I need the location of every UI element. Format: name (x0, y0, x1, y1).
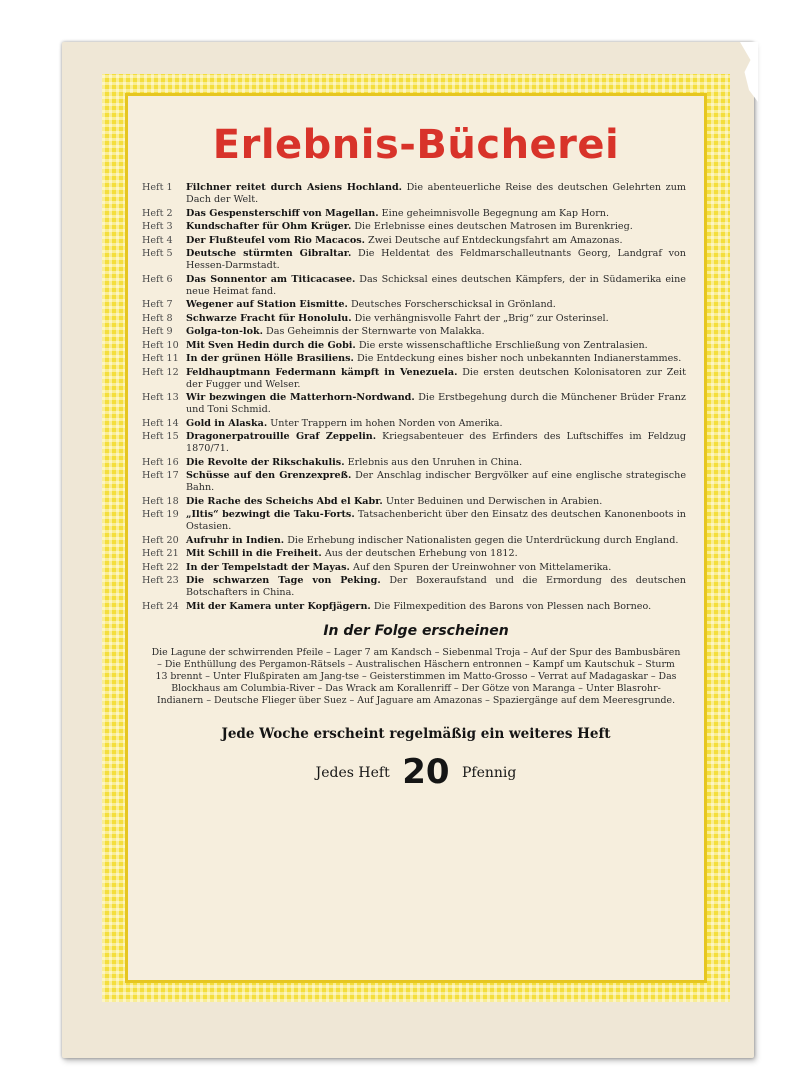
entry-number: Heft 20 (142, 534, 179, 546)
entry-number: Heft 22 (142, 561, 179, 573)
entry-text (186, 299, 686, 311)
series-entry (142, 182, 686, 206)
entry-description: Unter Trappern im hohen Norden von Amerika. (270, 417, 503, 429)
entry-text (186, 340, 686, 352)
entry-number: Heft 16 (142, 456, 179, 468)
series-entry (142, 340, 686, 352)
entry-description: Unter Beduinen und Derwischen in Arabien. (385, 495, 603, 507)
series-entry (142, 535, 686, 547)
entry-text (186, 601, 686, 613)
entry-text (186, 509, 686, 533)
series-entry (142, 367, 686, 391)
entry-text (186, 470, 686, 494)
entry-text (186, 235, 686, 247)
entry-description: Erlebnis aus den Unruhen in China. (347, 456, 523, 468)
entry-description: Kriegsabenteuer des Erfinders des Luftschiffes im Feldzug 1870/71. (186, 431, 686, 454)
series-entry (142, 274, 686, 298)
entry-text (186, 535, 686, 547)
series-entry (142, 221, 686, 233)
entry-text (186, 208, 686, 220)
series-entry (142, 392, 686, 416)
entry-description: Das Schicksal eines deutschen Kämpfers, der in Südamerika eine neue Heimat fand. (186, 273, 686, 297)
series-entry (142, 353, 686, 365)
entry-title: In der Tempelstadt der Mayas. (186, 561, 350, 573)
entry-title: Gold in Alaska. (186, 417, 268, 429)
series-entry (142, 457, 686, 469)
entry-description: Aus der deutschen Erhebung von 1812. (324, 548, 518, 559)
series-entry (142, 235, 686, 247)
series-entry (142, 562, 686, 574)
upcoming-heading: In der Folge erscheinen (323, 622, 509, 639)
entry-description: Die ersten deutschen Kolonisatoren zur Zeit der Fugger und Welser. (186, 366, 686, 390)
price-amount: 20 (402, 751, 450, 792)
series-entry (142, 299, 686, 311)
entry-description: Tatsachenbericht über den Einsatz des deutschen Kanonenboots in Ostasien. (186, 509, 686, 532)
entry-text (186, 182, 686, 206)
series-entry (142, 509, 686, 533)
entry-title: Mit Sven Hedin durch die Gobi. (186, 339, 356, 351)
entry-description: Die abenteuerliche Reise des deutschen Gelehrten zum Dach der Welt. (186, 182, 686, 205)
entry-number: Heft 10 (142, 339, 179, 351)
entry-title: Das Gespensterschiff von Magellan. (186, 207, 379, 219)
entry-description: Der Anschlag indischer Bergvölker auf eine englische strategische Bahn. (186, 470, 686, 493)
entry-description: Die verhängnisvolle Fahrt der „Brig“ zur Osterinsel. (354, 312, 609, 324)
entry-description: Die erste wissenschaftliche Erschließung von Zentralasien. (358, 339, 648, 351)
entry-text (186, 367, 686, 391)
entry-description: Die Entdeckung eines bisher noch unbekannten Indianerstammes. (356, 353, 682, 364)
series-entry (142, 326, 686, 338)
entry-text (186, 221, 686, 233)
price-line (128, 752, 704, 792)
series-entry (142, 470, 686, 494)
entry-number: Heft 3 (142, 221, 173, 232)
series-entry (142, 548, 686, 560)
entry-text (186, 431, 686, 455)
entry-title: Feldhauptmann Federmann kämpft in Venezuela. (186, 366, 458, 378)
entry-number: Heft 9 (142, 326, 173, 337)
series-title: Erlebnis-Bücherei (212, 122, 620, 168)
entry-text (186, 562, 686, 574)
entry-title: Mit der Kamera unter Kopfjägern. (186, 600, 371, 612)
entry-number: Heft 18 (142, 495, 179, 507)
upcoming-titles: Die Lagune der schwirrenden Pfeile – Lager 7 am Kandsch – Siebenmal Troja – Auf der Spur des Bambusbären – Die Enthüllung des Pergamon-Rätsels – Australischen Häschern entronnen – Kampf um Kautschuk – Sturm 13 brennt – Unter Flußpiraten am Jang-tse – Geisterstimmen im Matto-Grosso – Verrat auf Madagaskar – Das Blockhaus am Columbia-River – Das Wrack am Korallenriff – Der Götze von Maranga – Unter Blasrohr-Indianern – Deutsche Flieger über Suez – Auf Jaguare am Amazonas – Spaziergänge auf dem Meeresgrunde. (151, 646, 681, 707)
entry-title: Wegener auf Station Eismitte. (186, 299, 348, 310)
entry-title: Kundschafter für Ohm Krüger. (186, 221, 352, 232)
entry-title: Die schwarzen Tage von Peking. (186, 575, 381, 586)
entry-number: Heft 7 (142, 299, 173, 310)
entry-number: Heft 13 (142, 392, 179, 403)
entry-title: Golga-ton-lok. (186, 326, 263, 337)
series-entry (142, 575, 686, 599)
entry-title: Dragonerpatrouille Graf Zeppelin. (186, 431, 377, 442)
entry-text (186, 326, 686, 338)
entry-description: Deutsches Forscherschicksal in Grönland. (350, 299, 556, 310)
entry-title: Das Sonnentor am Titicacasee. (186, 273, 356, 285)
price-suffix: Pfennig (461, 764, 517, 781)
entry-number: Heft 4 (142, 234, 173, 246)
entry-description: Zwei Deutsche auf Entdeckungsfahrt am Amazonas. (368, 234, 623, 246)
entry-description: Die Erhebung indischer Nationalisten gegen die Unterdrückung durch England. (287, 534, 679, 546)
entry-title: In der grünen Hölle Brasiliens. (186, 353, 354, 364)
entry-title: Mit Schill in die Freiheit. (186, 548, 322, 559)
entry-title: Schüsse auf den Grenzexpreß. (186, 470, 352, 481)
entry-text (186, 353, 686, 365)
entry-title: Filchner reitet durch Asiens Hochland. (186, 182, 403, 193)
entry-text (186, 274, 686, 298)
entry-number: Heft 1 (142, 182, 173, 193)
entry-description: Die Erlebnisse eines deutschen Matrosen im Burenkrieg. (354, 221, 633, 232)
series-list (142, 182, 686, 613)
entry-number: Heft 15 (142, 431, 179, 442)
book-back-cover (62, 42, 754, 1058)
series-entry (142, 248, 686, 272)
entry-description: Die Filmexpedition des Barons von Plessen nach Borneo. (373, 600, 652, 612)
entry-number: Heft 2 (142, 207, 173, 219)
series-entry (142, 313, 686, 325)
price-prefix: Jedes Heft (315, 764, 390, 781)
entry-number: Heft 23 (142, 575, 179, 586)
entry-text (186, 392, 686, 416)
entry-text (186, 496, 686, 508)
entry-number: Heft 6 (142, 273, 173, 285)
entry-number: Heft 8 (142, 312, 173, 324)
series-entry (142, 496, 686, 508)
entry-text (186, 248, 686, 272)
entry-text (186, 548, 686, 560)
entry-title: Die Revolte der Rikschakulis. (186, 456, 345, 468)
entry-description: Das Geheimnis der Sternwarte von Malakka. (266, 326, 485, 337)
entry-number: Heft 5 (142, 248, 173, 259)
content-panel (128, 96, 704, 980)
entry-number: Heft 21 (142, 548, 179, 559)
entry-description: Eine geheimnisvolle Begegnung am Kap Horn. (381, 207, 610, 219)
entry-title: Die Rache des Scheichs Abd el Kabr. (186, 495, 383, 507)
yellow-border-frame (102, 74, 730, 1002)
entry-title: Aufruhr in Indien. (186, 534, 285, 546)
entry-text (186, 575, 686, 599)
entry-description: Auf den Spuren der Ureinwohner von Mittelamerika. (352, 561, 612, 573)
torn-corner (728, 42, 758, 102)
entry-number: Heft 19 (142, 509, 179, 520)
entry-number: Heft 12 (142, 366, 179, 378)
entry-description: Die Erstbegehung durch die Münchener Brüder Franz und Toni Schmid. (186, 392, 686, 415)
entry-number: Heft 17 (142, 470, 179, 481)
series-entry (142, 601, 686, 613)
entry-text (186, 457, 686, 469)
entry-number: Heft 11 (142, 353, 179, 364)
entry-text (186, 313, 686, 325)
entry-number: Heft 14 (142, 417, 179, 429)
entry-title: Deutsche stürmten Gibraltar. (186, 248, 352, 259)
entry-text (186, 418, 686, 430)
series-entry (142, 208, 686, 220)
entry-title: Wir bezwingen die Matterhorn-Nordwand. (186, 392, 415, 403)
weekly-note: Jede Woche erscheint regelmäßig ein weiteres Heft (221, 725, 611, 742)
entry-description: Die Heldentat des Feldmarschalleutnants Georg, Landgraf von Hessen-Darmstadt. (186, 248, 686, 271)
entry-title: Schwarze Fracht für Honolulu. (186, 312, 352, 324)
series-entry (142, 418, 686, 430)
series-entry (142, 431, 686, 455)
entry-title: „Iltis“ bezwingt die Taku-Forts. (186, 509, 355, 520)
entry-title: Der Flußteufel vom Rio Macacos. (186, 234, 365, 246)
entry-description: Der Boxeraufstand und die Ermordung des deutschen Botschafters in China. (186, 575, 686, 598)
entry-number: Heft 24 (142, 600, 179, 612)
